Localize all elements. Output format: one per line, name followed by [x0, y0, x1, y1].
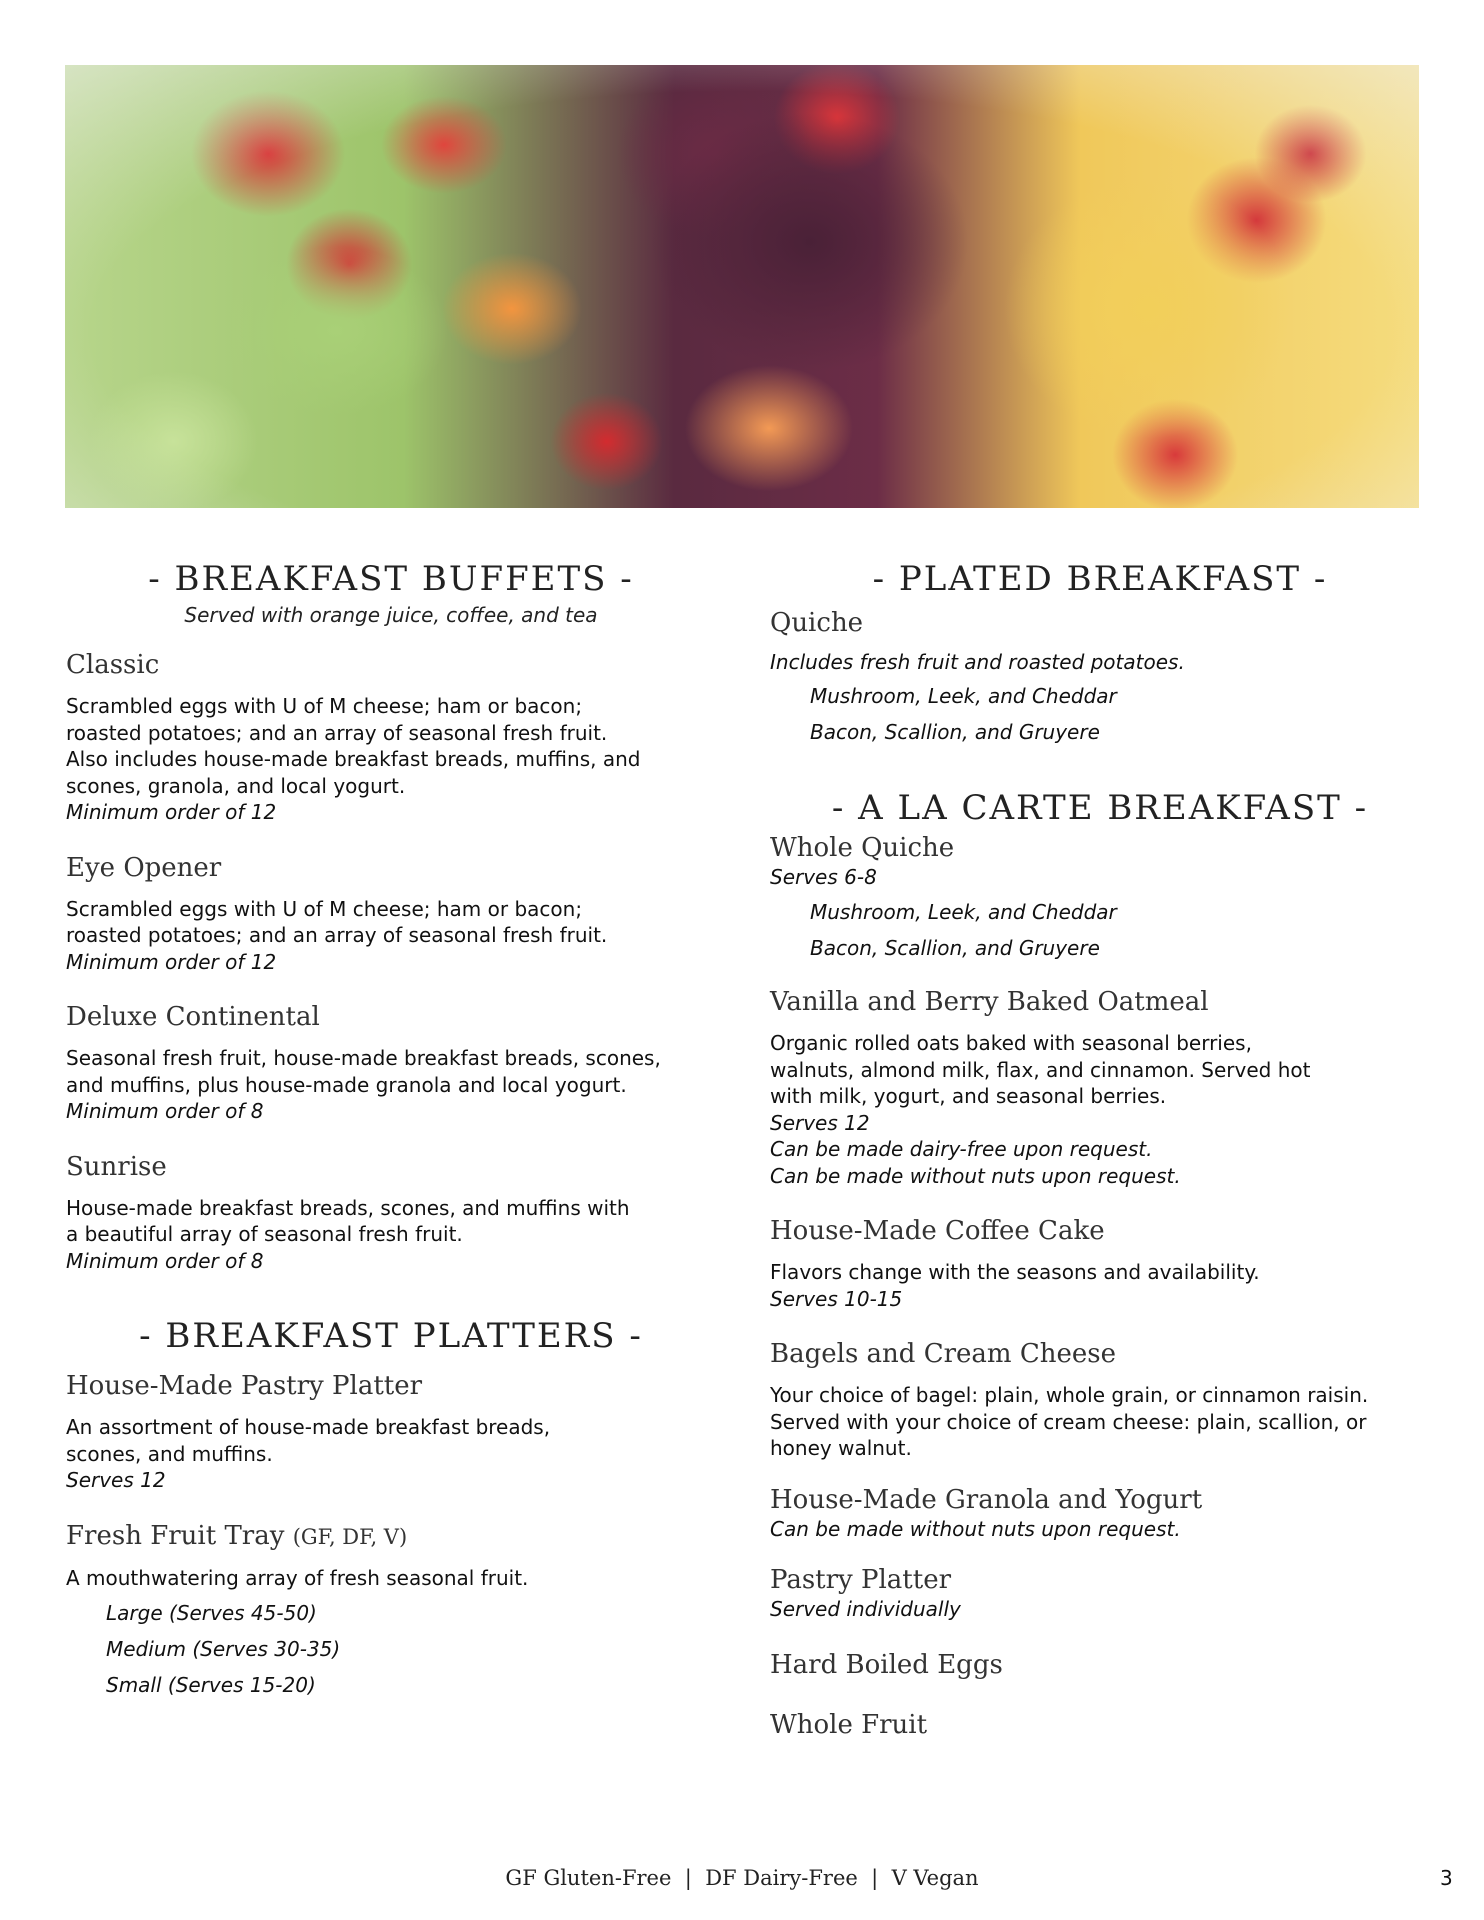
item-note: Serves 12 [770, 1110, 870, 1135]
item-note: Served individually [770, 1597, 961, 1621]
menu-item-pastry-platter-individual [770, 1564, 1430, 1623]
menu-item-classic [66, 645, 716, 826]
item-title: House-Made Granola and Yogurt [770, 1484, 1203, 1515]
breakfast-platters-title: - BREAKFAST PLATTERS - [139, 1316, 643, 1356]
plated-breakfast-title: - PLATED BREAKFAST - [872, 559, 1328, 599]
item-title: Vanilla and Berry Baked Oatmeal [770, 987, 1209, 1017]
dietary-tags: (GF, DF, V) [292, 1524, 408, 1549]
menu-item-coffee-cake [770, 1211, 1430, 1312]
menu-item-hard-boiled-eggs [770, 1645, 1430, 1685]
menu-item-whole-quiche [770, 832, 1430, 967]
item-note: Minimum order of 12 [66, 949, 277, 974]
item-note: Can be made dairy-free upon request. [770, 1137, 1153, 1161]
menu-item-sunrise [66, 1147, 716, 1275]
item-title [66, 1516, 716, 1557]
item-description: Scrambled eggs with U of M cheese; ham or bacon; roasted potatoes; and an array of seasonal fresh fruit. [66, 896, 608, 947]
page-number: 3 [1440, 1866, 1453, 1890]
item-title-text: Fresh Fruit Tray [66, 1520, 285, 1551]
quiche-option-1: Mushroom, Leek, and Cheddar [810, 900, 1117, 924]
item-description: A mouthwatering array of fresh seasonal fruit. [66, 1565, 529, 1590]
item-note: Minimum order of 8 [66, 1248, 264, 1273]
item-note: Minimum order of 8 [66, 1099, 264, 1123]
item-note: Minimum order of 12 [66, 800, 277, 824]
item-description: Your choice of bagel: plain, whole grain, or cinnamon raisin. Served with your choice of cream cheese: plain, scallion, or honey walnut. [770, 1383, 1369, 1460]
menu-item-deluxe-continental [66, 997, 716, 1125]
menu-item-fresh-fruit-tray [66, 1516, 716, 1704]
quiche-option-2: Bacon, Scallion, and Gruyere [810, 719, 1100, 744]
item-note: Can be made without nuts upon request. [770, 1163, 1181, 1188]
menu-item-bagels [770, 1334, 1430, 1462]
item-description: Scrambled eggs with U of M cheese; ham or bacon; roasted potatoes; and an array of seasonal fresh fruit. Also includes house-made breakfast breads, muffins, and scones, granola, and local yogurt. [66, 694, 641, 798]
menu-item-whole-fruit [770, 1705, 1430, 1745]
item-description: Flavors change with the seasons and availability. [770, 1260, 1260, 1284]
size-option-medium: Medium (Serves 30-35) [106, 1637, 341, 1661]
item-note: Includes fresh fruit and roasted potatoes. [770, 650, 1185, 674]
menu-item-quiche [770, 603, 1430, 750]
dietary-legend: GF Gluten-Free | DF Dairy-Free | V Vegan [505, 1866, 979, 1890]
item-title: Whole Quiche [770, 832, 955, 863]
item-title: Quiche [770, 608, 864, 638]
item-title: Whole Fruit [770, 1709, 928, 1740]
item-title: Deluxe Continental [66, 1002, 320, 1032]
a-la-carte-title: - A LA CARTE BREAKFAST - [831, 787, 1369, 828]
breakfast-buffets-title: - BREAKFAST BUFFETS - [148, 559, 634, 599]
quiche-option-2: Bacon, Scallion, and Gruyere [810, 936, 1100, 960]
item-title: House-Made Coffee Cake [770, 1216, 1105, 1246]
item-title: Classic [66, 650, 160, 680]
item-title: House-Made Pastry Platter [66, 1371, 423, 1401]
right-column [770, 555, 1430, 1745]
item-note: Serves 6-8 [770, 864, 877, 889]
size-option-small: Small (Serves 15-20) [106, 1673, 316, 1697]
left-column [66, 555, 716, 1703]
menu-item-baked-oatmeal [770, 982, 1430, 1189]
item-description: House-made breakfast breads, scones, and muffins with a beautiful array of seasonal fresh fruit. [66, 1195, 630, 1246]
item-title: Sunrise [66, 1151, 167, 1182]
breakfast-buffets-subtitle: Served with orange juice, coffee, and tea [184, 603, 598, 627]
menu-item-pastry-platter [66, 1366, 716, 1494]
menu-item-granola [770, 1484, 1430, 1543]
item-description: Seasonal fresh fruit, house-made breakfast breads, scones, and muffins, plus house-made granola and local yogurt. [66, 1046, 661, 1097]
item-description: Organic rolled oats baked with seasonal berries, walnuts, almond milk, flax, and cinnamon. Served hot with milk, yogurt, and seasonal berries. [770, 1031, 1311, 1108]
item-title: Eye Opener [66, 852, 222, 883]
hero-fruit-photo [65, 65, 1419, 508]
quiche-option-1: Mushroom, Leek, and Cheddar [810, 683, 1117, 708]
item-note: Can be made without nuts upon request. [770, 1516, 1181, 1541]
item-title: Pastry Platter [770, 1565, 952, 1595]
item-note: Serves 10-15 [770, 1286, 903, 1311]
item-title: Bagels and Cream Cheese [770, 1339, 1116, 1369]
item-description: An assortment of house-made breakfast breads, scones, and muffins. [66, 1415, 551, 1466]
item-note: Serves 12 [66, 1468, 166, 1492]
menu-item-eye-opener [66, 848, 716, 976]
item-title: Hard Boiled Eggs [770, 1649, 1003, 1680]
size-option-large: Large (Serves 45-50) [106, 1601, 317, 1625]
